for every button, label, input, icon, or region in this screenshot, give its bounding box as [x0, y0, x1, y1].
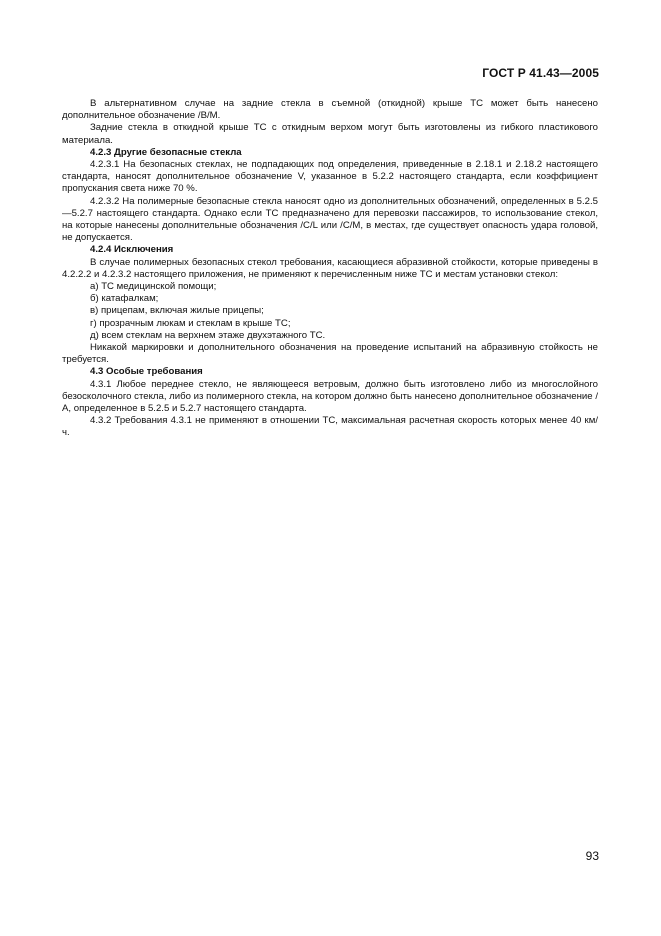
paragraph: 4.3.1 Любое переднее стекло, не являющееся ветровым, должно быть изготовлено либо из многослойного безосколочного стекла, либо из полимерного стекла, на котором должно быть нанесено дополнительное обозначение /А, определенное в 5.2.5 и 5.2.7 настоящего стандарта. — [62, 378, 598, 415]
list-item: а) ТС медицинской помощи; — [90, 281, 217, 293]
paragraph: 4.3.2 Требования 4.3.1 не применяют в отношении ТС, максимальная расчетная скорость которых менее 40 км/ч. — [62, 415, 598, 439]
section-heading: 4.3 Особые требования — [90, 366, 203, 378]
paragraph: 4.2.3.1 На безопасных стеклах, не подпадающих под определения, приведенные в 2.18.1 и 2.18.2 настоящего стандарта, наносят дополнительное обозначение V, указанное в 5.2.2 настоящего стандарта, если коэффициент пропускания света ниже 70 %. — [62, 159, 598, 195]
list-item: г) прозрачным люкам и стеклам в крыше ТС; — [90, 317, 291, 329]
list-item: б) катафалкам; — [90, 293, 159, 305]
section-heading: 4.2.3 Другие безопасные стекла — [90, 146, 242, 158]
section-heading: 4.2.4 Исключения — [90, 244, 174, 256]
paragraph: Никакой маркировки и дополнительного обозначения на проведение испытаний на абразивную стойкость не требуется. — [62, 342, 598, 366]
paragraph: 4.2.3.2 На полимерные безопасные стекла наносят одно из дополнительных обозначений, определенных в 5.2.5—5.2.7 настоящего стандарта. Однако если ТС предназначено для перевозки пассажиров, то использование стекол, на которые нанесены дополнительные обозначения /С/L или /С/М, в местах, где существует опасность удара головой, не допускается. — [62, 195, 598, 244]
document-body — [62, 98, 598, 440]
paragraph: Задние стекла в откидной крыше ТС с откидным верхом могут быть изготовлены из гибкого пластикового материала. — [62, 122, 598, 146]
paragraph: В случае полимерных безопасных стекол требования, касающиеся абразивной стойкости, которые приведены в 4.2.2.2 и 4.2.3.2 настоящего приложения, не применяют к перечисленным ниже ТС и местам установки стекол: — [62, 256, 598, 280]
list-item: д) всем стеклам на верхнем этаже двухэтажного ТС. — [90, 329, 326, 341]
page-number: 93 — [585, 849, 599, 863]
paragraph: В альтернативном случае на задние стекла в съемной (откидной) крыше ТС может быть нанесено дополнительное обозначение /В/М. — [62, 98, 598, 122]
document-code: ГОСТ Р 41.43—2005 — [482, 66, 599, 80]
list-item: в) прицепам, включая жилые прицепы; — [90, 305, 264, 317]
